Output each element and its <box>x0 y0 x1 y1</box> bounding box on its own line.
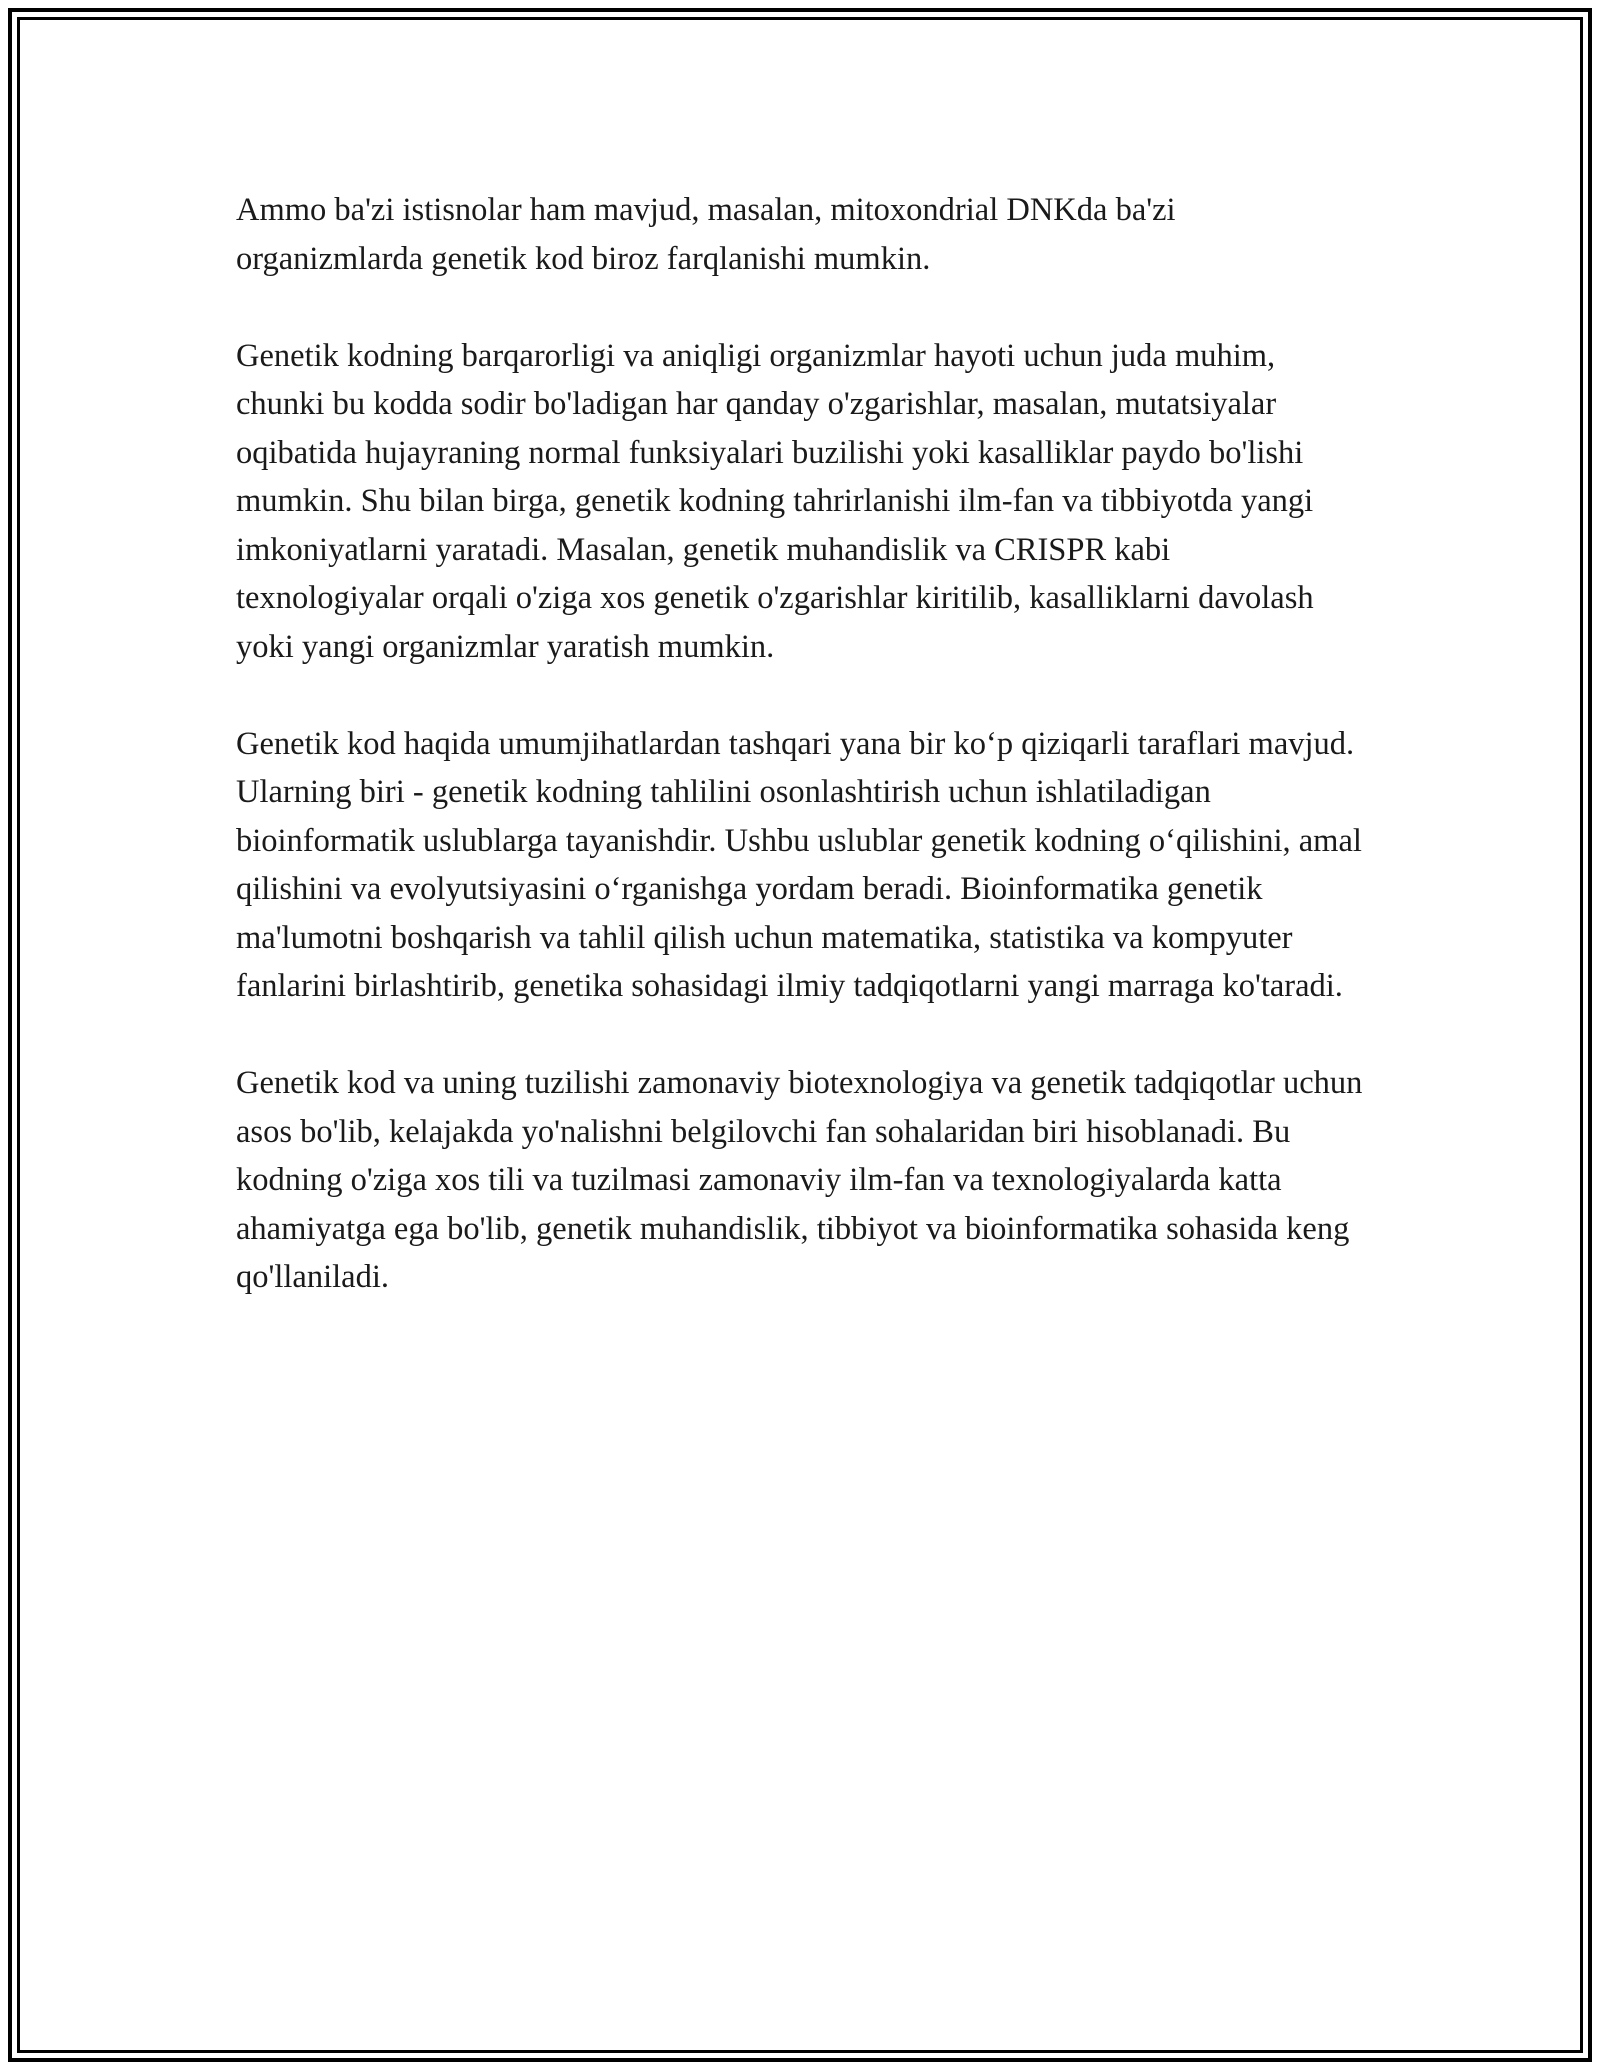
paragraph-3: Genetik kod haqida umumjihatlardan tashqari yana bir ko‘p qiziqarli taraflari mavjud. Ularning biri - genetik kodning tahlilini osonlashtirish uchun ishlatiladigan bioinformatik uslublarga tayanishdir. Ushbu uslublar genetik kodning o‘qilishini, amal qilishini va evolyutsiyasini o‘rganishga yordam beradi. Bioinformatika genetik ma'lumotni boshqarish va tahlil qilish uchun matematika, statistika va kompyuter fanlarini birlashtirib, genetika sohasidagi ilmiy tadqiqotlarni yangi marraga ko'taradi. <box>236 725 1362 1004</box>
paragraph-1: Ammo ba'zi istisnolar ham mavjud, masalan, mitoxondrial DNKda ba'zi organizmlarda genetik kod biroz farqlanishi mumkin. <box>236 192 1176 277</box>
paragraph-4: Genetik kod va uning tuzilishi zamonaviy biotexnologiya va genetik tadqiqotlar uchun asos bo'lib, kelajakda yo'nalishni belgilovchi fan sohalaridan biri hisoblanadi. Bu kodning o'ziga xos tili va tuzilmasi zamonaviy ilm-fan va texnologiyalarda katta ahamiyatga ega bo'lib, genetik muhandislik, tibbiyot va bioinformatika sohasida keng qo'llaniladi. <box>236 1065 1363 1295</box>
paragraph-2: Genetik kodning barqarorligi va aniqligi organizmlar hayoti uchun juda muhim, chunki bu kodda sodir bo'ladigan har qanday o'zgarishlar, masalan, mutatsiyalar oqibatida hujayraning normal funksiyalari buzilishi yoki kasalliklar paydo bo'lishi mumkin. Shu bilan birga, genetik kodning tahrirlanishi ilm-fan va tibbiyotda yangi imkoniyatlarni yaratadi. Masalan, genetik muhandislik va CRISPR kabi texnologiyalar orqali o'ziga xos genetik o'zgarishlar kiritilib, kasalliklarni davolash yoki yangi organizmlar yaratish mumkin. <box>236 337 1314 665</box>
document-body <box>236 186 1366 1350</box>
